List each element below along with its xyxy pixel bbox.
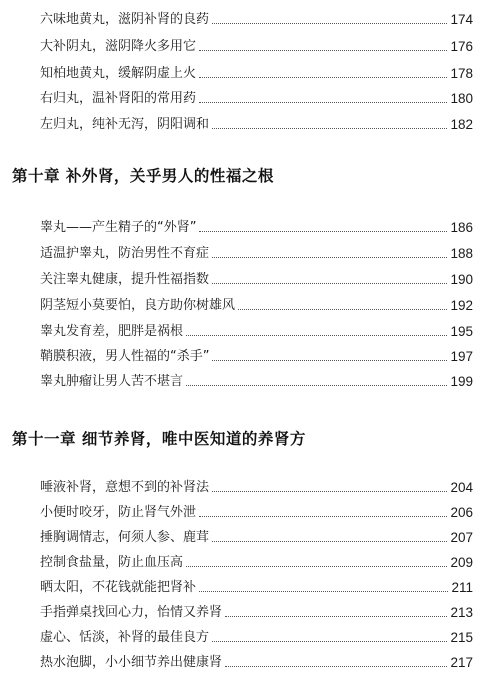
toc-entry-page: 178: [450, 66, 473, 81]
toc-entry-title: 晒太阳，不花钱就能把肾补: [40, 580, 197, 595]
toc-entry-page: 211: [451, 580, 473, 595]
toc-entry-title: 控制食盐量，防止血压高: [40, 555, 184, 570]
dot-leader: [212, 360, 447, 361]
toc-entry: [40, 503, 473, 523]
toc-entry-title: 知柏地黄丸，缓解阴虚上火: [40, 66, 197, 81]
dot-leader: [212, 641, 447, 642]
toc-entry: [40, 218, 473, 238]
toc-entry-page: 195: [450, 324, 473, 339]
dot-leader: [199, 231, 447, 232]
dot-leader: [186, 566, 447, 567]
toc-entry: [40, 37, 473, 57]
dot-leader: [199, 77, 447, 78]
toc-entry-title: 阴茎短小莫要怕，良方助你树雄风: [40, 298, 236, 313]
chapter-heading: 第十一章 细节养肾，唯中医知道的养肾方: [12, 430, 306, 448]
dot-leader: [186, 335, 447, 336]
toc-entry-title: 小便时咬牙，防止肾气外泄: [40, 505, 197, 520]
toc-entry: [40, 528, 473, 548]
toc-entry: [40, 578, 473, 598]
toc-entry-page: 199: [450, 374, 473, 389]
toc-entry: [40, 628, 473, 648]
toc-entry-page: 204: [450, 480, 473, 495]
toc-entry: [40, 322, 473, 342]
dot-leader: [212, 283, 447, 284]
toc-entry-page: 176: [450, 39, 473, 54]
toc-entry-title: 唾液补肾，意想不到的补肾法: [40, 480, 210, 495]
dot-leader: [212, 128, 447, 129]
toc-entry: [40, 653, 473, 673]
toc-entry-title: 睾丸肿瘤让男人苦不堪言: [40, 374, 184, 389]
toc-entry-title: 大补阴丸，滋阴降火多用它: [40, 39, 197, 54]
toc-entry-title: 捶胸调情志，何须人参、鹿茸: [40, 530, 210, 545]
chapter-heading: 第十章 补外肾，关乎男人的性福之根: [12, 167, 274, 185]
toc-entry-page: 180: [450, 91, 473, 106]
dot-leader: [212, 491, 447, 492]
dot-leader: [225, 616, 447, 617]
toc-entry-title: 关注睾丸健康，提升性福指数: [40, 272, 210, 287]
toc-entry-page: 190: [450, 272, 473, 287]
toc-entry-title: 六味地黄丸，滋阴补肾的良药: [40, 12, 210, 27]
toc-entry: [40, 244, 473, 264]
toc-entry: [40, 347, 473, 367]
toc-entry: [40, 296, 473, 316]
toc-entry-page: 186: [450, 220, 473, 235]
toc-entry: [40, 10, 473, 30]
toc-entry-page: 174: [450, 12, 473, 27]
toc-entry-title: 左归丸，纯补无泻，阴阳调和: [40, 117, 210, 132]
dot-leader: [225, 666, 447, 667]
dot-leader: [186, 385, 447, 386]
dot-leader: [212, 23, 447, 24]
dot-leader: [212, 541, 447, 542]
toc-entry-page: 197: [450, 349, 473, 364]
dot-leader: [238, 309, 447, 310]
toc-entry: [40, 89, 473, 109]
toc-entry-title: 虚心、恬淡，补肾的最佳良方: [40, 630, 210, 645]
toc-entry-title: 适温护睾丸，防治男性不育症: [40, 246, 210, 261]
toc-entry: [40, 603, 473, 623]
toc-entry-page: 182: [450, 117, 473, 132]
toc-entry-page: 215: [450, 630, 473, 645]
toc-entry: [40, 553, 473, 573]
toc-entry-page: 206: [450, 505, 473, 520]
toc-entry: [40, 270, 473, 290]
dot-leader: [199, 591, 448, 592]
toc-entry-page: 188: [450, 246, 473, 261]
dot-leader: [212, 257, 447, 258]
toc-entry-page: 207: [450, 530, 473, 545]
toc-entry: [40, 478, 473, 498]
dot-leader: [199, 102, 447, 103]
toc-entry: [40, 115, 473, 135]
toc-entry-title: 鞘膜积液，男人性福的“杀手”: [40, 349, 210, 364]
toc-entry-page: 213: [450, 605, 473, 620]
toc-entry-page: 209: [450, 555, 473, 570]
toc-entry-page: 192: [450, 298, 473, 313]
toc-entry: [40, 372, 473, 392]
dot-leader: [199, 50, 447, 51]
toc-entry-title: 睾丸发育差，肥胖是祸根: [40, 324, 184, 339]
toc-entry: [40, 64, 473, 84]
dot-leader: [199, 516, 447, 517]
toc-entry-title: 右归丸，温补肾阳的常用药: [40, 91, 197, 106]
toc-entry-title: 睾丸——产生精子的“外肾”: [40, 220, 197, 235]
toc-entry-page: 217: [450, 655, 473, 670]
toc-entry-title: 手指弹桌找回心力，怡情又养肾: [40, 605, 223, 620]
toc-entry-title: 热水泡脚，小小细节养出健康肾: [40, 655, 223, 670]
